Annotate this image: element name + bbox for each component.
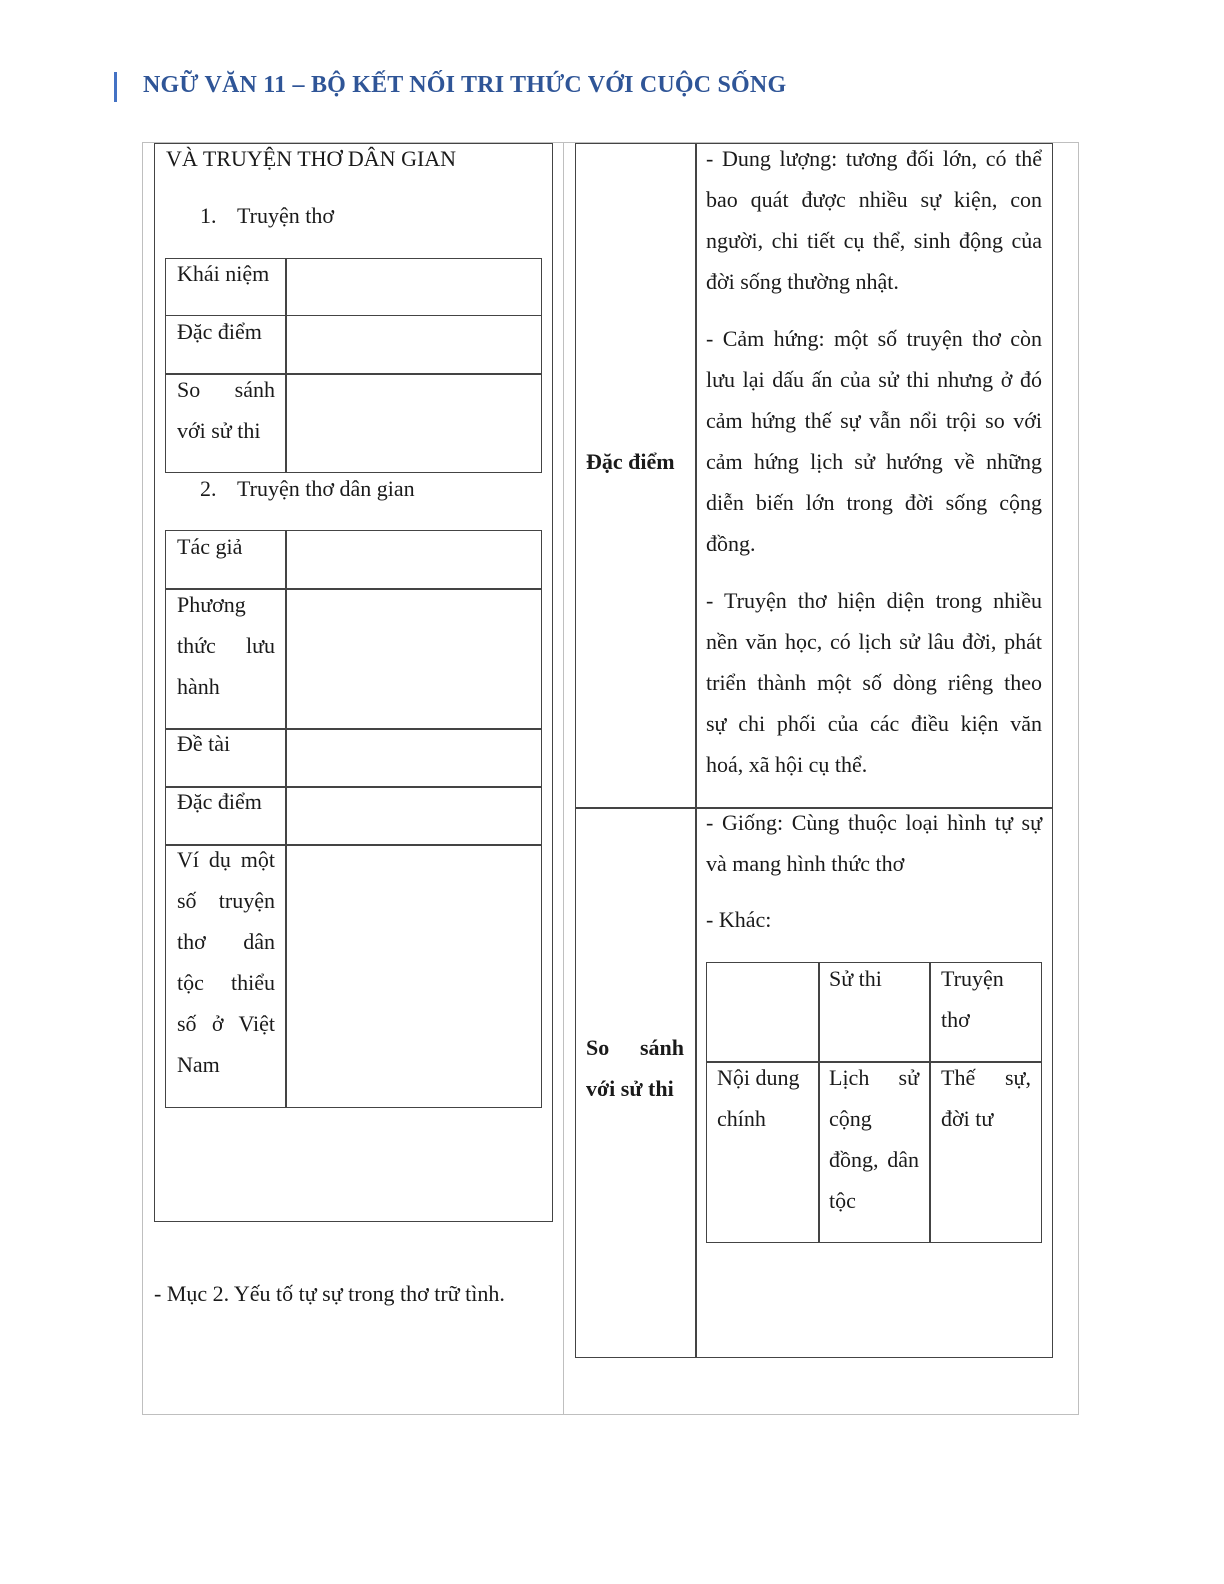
right-row1-line: hoá, xã hội cụ thể. — [706, 752, 868, 777]
right-row1-line: sự chi phối của các điều kiện văn — [706, 711, 1042, 736]
table1-label-dac-diem: Đặc điểm — [177, 319, 262, 344]
right-row2-label: với sử thi — [586, 1076, 674, 1101]
table2-label-vi-du: số truyện — [177, 888, 275, 913]
compare-su-thi-value: Lịch sử cộng đồng, dân tộc — [829, 1065, 919, 1213]
section2-number: 2. — [200, 476, 217, 501]
table2-answer-cell[interactable] — [285, 728, 542, 788]
right-row1-line: đời sống thường nhật. — [706, 269, 899, 294]
table1-answer-cell[interactable] — [285, 373, 542, 473]
table2-label-vi-du: số ở Việt — [177, 1011, 275, 1036]
right-row1-line: diễn biến lớn trong đời sống cộng — [706, 490, 1042, 515]
left-heading: VÀ TRUYỆN THƠ DÂN GIAN — [166, 146, 457, 171]
table1-label-so-sanh: So sánh — [177, 377, 275, 402]
table1-label-khai-niem: Khái niệm — [177, 261, 270, 286]
compare-head-truyen-tho: Truyện thơ — [941, 966, 1004, 1032]
table2-label-phuong-thuc: hành — [177, 674, 220, 699]
table2-answer-cell[interactable] — [285, 844, 542, 1108]
table2-answer-cell[interactable] — [285, 786, 542, 846]
table2-answer-cell[interactable] — [285, 530, 542, 590]
right-row1-line: - Cảm hứng: một số truyện thơ còn — [706, 326, 1042, 351]
table2-answer-cell[interactable] — [285, 588, 542, 730]
right-row1-line: triển thành một số dòng riêng theo — [706, 670, 1042, 695]
compare-row-label: Nội dung chính — [717, 1065, 800, 1131]
section1-title: Truyện thơ — [237, 203, 335, 228]
table2-label-tac-gia: Tác giả — [177, 534, 243, 559]
right-row2-line: và mang hình thức thơ — [706, 851, 905, 876]
right-row2-line: - Khác: — [706, 907, 772, 932]
compare-truyen-tho-value: Thế sự, đời tư — [941, 1065, 1031, 1131]
right-row2-line: - Giống: Cùng thuộc loại hình tự sự — [706, 810, 1042, 835]
compare-head-su-thi: Sử thi — [829, 966, 882, 991]
right-row1-line: - Dung lượng: tương đối lớn, có thể — [706, 146, 1042, 171]
section1-number: 1. — [200, 203, 217, 228]
right-row1-label: Đặc điểm — [586, 449, 675, 474]
table1-label-so-sanh: với sử thi — [177, 418, 261, 443]
table2-label-vi-du: Ví dụ một — [177, 847, 275, 872]
table2-label-dac-diem: Đặc điểm — [177, 789, 262, 814]
right-row1-line: nền văn học, có lịch sử lâu đời, phát — [706, 629, 1042, 654]
page-header-title: NGỮ VĂN 11 – BỘ KẾT NỐI TRI THỨC VỚI CUỘC SỐNG — [143, 72, 787, 98]
right-row2-label: So sánh — [586, 1035, 684, 1060]
table2-label-de-tai: Đề tài — [177, 731, 231, 756]
table2-label-phuong-thuc: Phương — [177, 592, 246, 617]
table2-label-phuong-thuc: thức lưu — [177, 633, 275, 658]
table2-label-vi-du: tộc thiểu — [177, 970, 275, 995]
table2-label-vi-du: Nam — [177, 1052, 220, 1077]
right-row1-line: người, chi tiết cụ thể, sinh động của — [706, 228, 1042, 253]
right-row1-line: cảm hứng lịch sử hướng về những — [706, 449, 1042, 474]
right-row1-line: bao quát được nhiều sự kiện, con — [706, 187, 1042, 212]
header-accent-bar — [114, 72, 117, 102]
table1-answer-cell[interactable] — [285, 258, 542, 316]
left-note: - Mục 2. Yếu tố tự sự trong thơ trữ tình. — [154, 1281, 505, 1306]
outer-table-divider — [563, 142, 564, 1415]
right-row1-line: đồng. — [706, 531, 756, 556]
right-row1-line: cảm hứng thế sự vẫn nổi trội so với — [706, 408, 1042, 433]
right-row1-line: lưu lại dấu ấn của sử thi nhưng ở đó — [706, 367, 1042, 392]
table2-label-vi-du: thơ dân — [177, 929, 275, 954]
compare-head-empty-cell — [706, 962, 820, 1063]
section2-title: Truyện thơ dân gian — [237, 476, 415, 501]
right-row1-line: - Truyện thơ hiện diện trong nhiều — [706, 588, 1042, 613]
table1-answer-cell[interactable] — [285, 315, 542, 375]
